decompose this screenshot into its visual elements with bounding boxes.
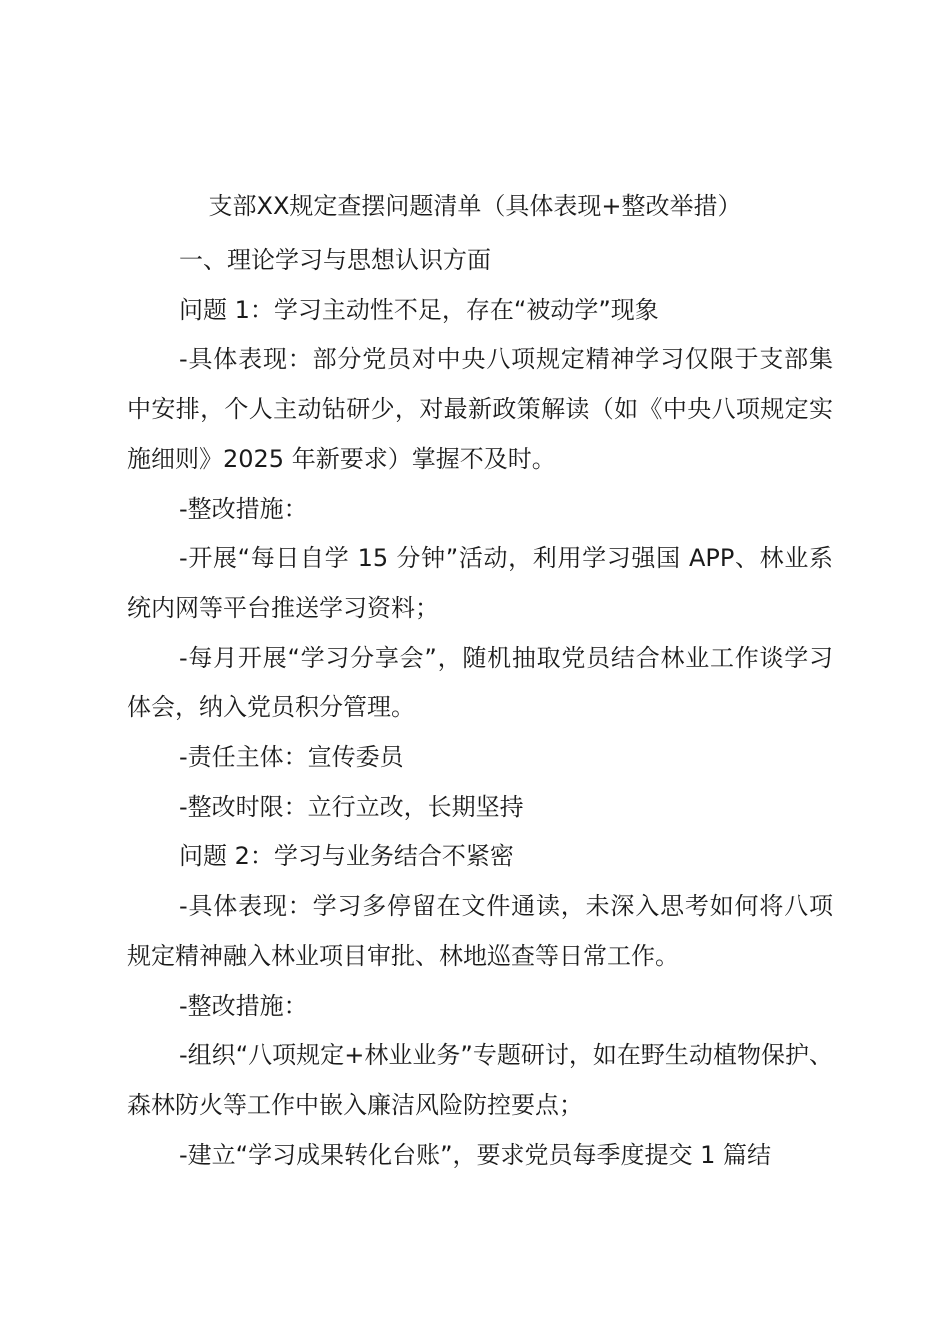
- problem-1-deadline: -整改时限：立行立改，长期坚持: [179, 792, 524, 821]
- section-heading-theory: 一、理论学习与思想认识方面: [179, 246, 491, 274]
- problem-1-responsible: -责任主体：宣传委员: [179, 743, 404, 772]
- document-title: 支部XX规定查摆问题清单（具体表现+整改举措）: [208, 192, 742, 220]
- document-body: [127, 236, 833, 1180]
- problem-1-heading: 问题 1：学习主动性不足，存在“被动学”现象: [179, 295, 659, 324]
- problem-1-measure-1: -开展“每日自学 15 分钟”活动，利用学习强国 APP、林业系统内网等平台推送学习资料；: [127, 544, 833, 622]
- problem-2-heading: 问题 2：学习与业务结合不紧密: [179, 842, 514, 871]
- problem-1-measures-label: -整改措施：: [179, 494, 308, 523]
- problem-1-description: -具体表现：部分党员对中央八项规定精神学习仅限于支部集中安排，个人主动钻研少，对最新政策解读（如《中央八项规定实施细则》2025 年新要求）掌握不及时。: [127, 345, 833, 473]
- problem-1-measure-2: -每月开展“学习分享会”，随机抽取党员结合林业工作谈学习体会，纳入党员积分管理。: [127, 643, 833, 722]
- problem-2-measure-2: -建立“学习成果转化台账”，要求党员每季度提交 1 篇结: [179, 1140, 772, 1169]
- problem-2-measures-label: -整改措施：: [179, 991, 308, 1020]
- problem-2-description: -具体表现：学习多停留在文件通读，未深入思考如何将八项规定精神融入林业项目审批、林地巡查等日常工作。: [127, 892, 833, 970]
- problem-2-measure-1: -组织“八项规定+林业业务”专题研讨，如在野生动植物保护、森林防火等工作中嵌入廉洁风险防控要点；: [127, 1041, 833, 1119]
